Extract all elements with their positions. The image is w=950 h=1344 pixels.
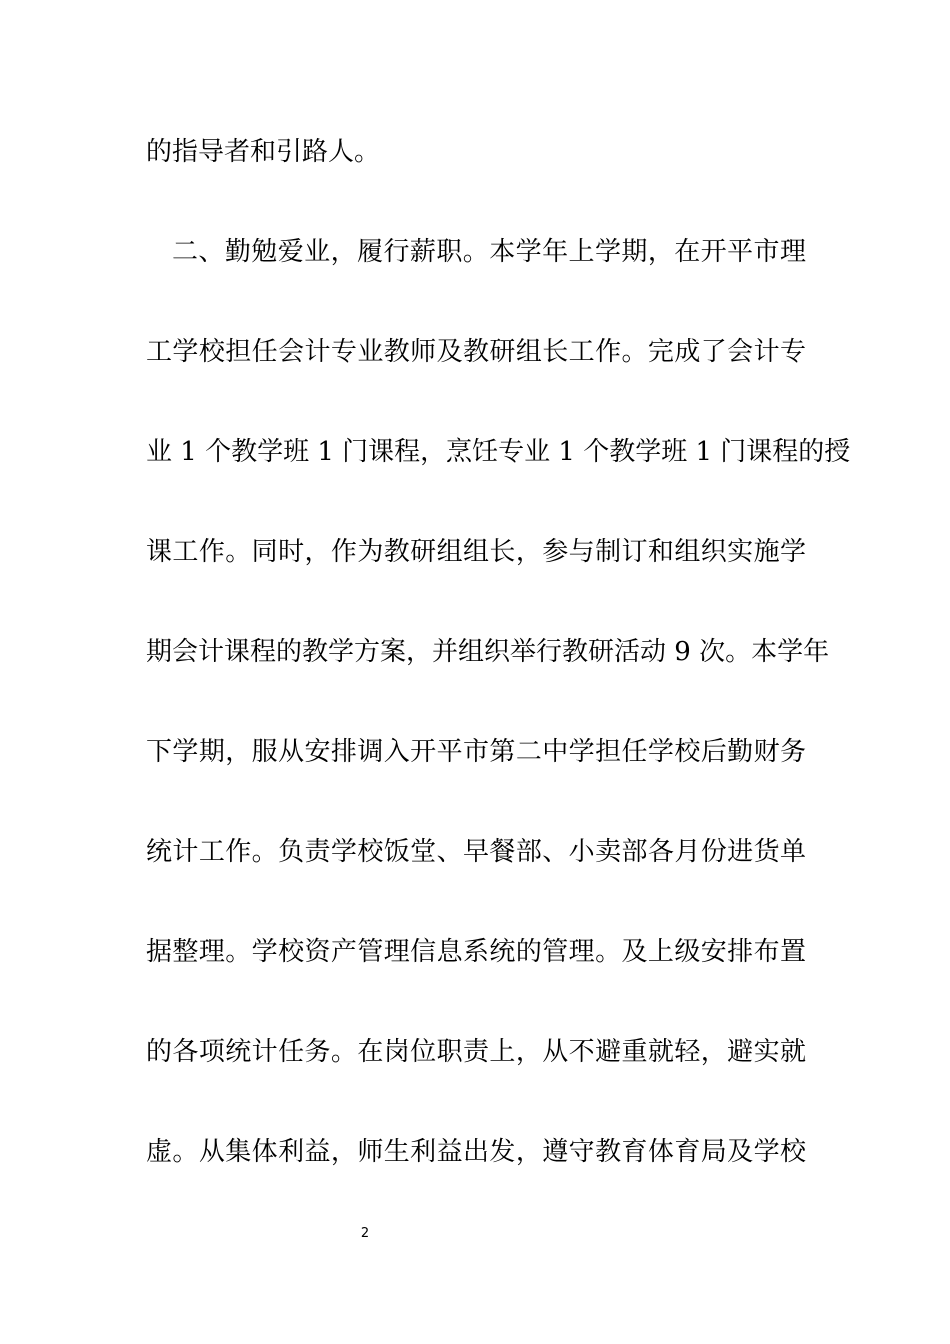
text-line: 二、勤勉爱业，履行薪职。本学年上学期，在开平市理	[172, 237, 806, 267]
text-line: 工学校担任会计专业教师及教研组长工作。完成了会计专	[146, 337, 806, 367]
text-line: 统计工作。负责学校饭堂、早餐部、小卖部各月份进货单	[146, 837, 806, 867]
text-line: 期会计课程的教学方案，并组织举行教研活动 9 次。本学年	[146, 637, 830, 667]
text-line: 业 1 个教学班 1 门课程，烹饪专业 1 个教学班 1 门课程的授	[146, 437, 851, 467]
text-line: 据整理。学校资产管理信息系统的管理。及上级安排布置	[146, 937, 806, 967]
text-line: 下学期，服从安排调入开平市第二中学担任学校后勤财务	[146, 737, 806, 767]
text-line: 虚。从集体利益，师生利益出发，遵守教育体育局及学校	[146, 1137, 806, 1167]
text-line: 课工作。同时，作为教研组组长，参与制订和组织实施学	[146, 537, 806, 567]
text-line: 的各项统计任务。在岗位职责上，从不避重就轻，避实就	[146, 1037, 806, 1067]
page-number: 2	[360, 1226, 370, 1241]
text-line: 的指导者和引路人。	[146, 137, 381, 167]
body-text	[146, 127, 851, 1227]
